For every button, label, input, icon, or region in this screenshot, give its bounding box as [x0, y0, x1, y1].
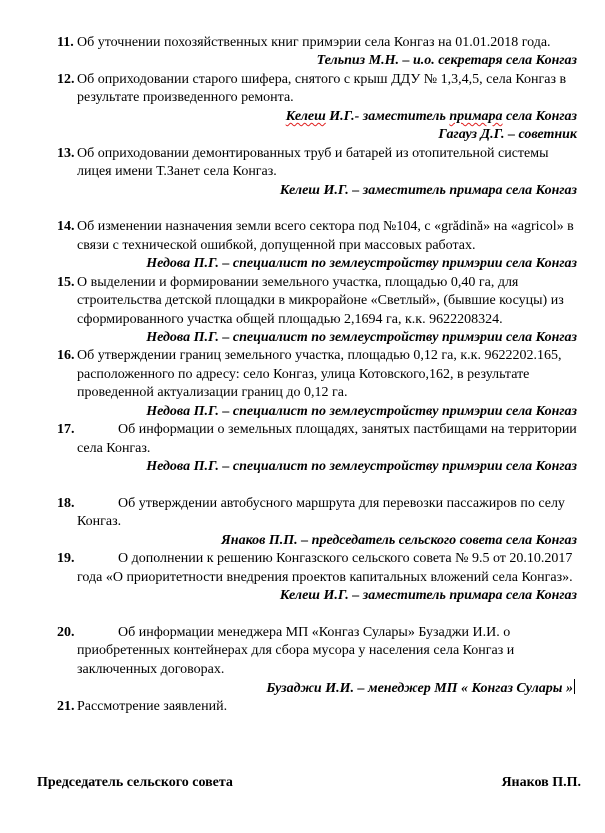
item-text-continued: сформированного участка общей площадью 2,1694 га, к.к. 9622208324.	[77, 311, 503, 327]
agenda-item-15	[57, 274, 577, 292]
signature-footer	[37, 775, 581, 793]
item-text-continued: года «О приоритетности внедрения проектов капитальных вложений села Конгаз».	[77, 569, 573, 585]
item-text: Об информации о земельных площадях, занятых пастбищами на территории	[118, 422, 577, 438]
item-signature: Недова П.Г. – специалист по землеустройству примэрии села Конгаз	[146, 403, 577, 419]
agenda-item-20	[57, 624, 577, 642]
item-number: 12.	[57, 71, 75, 87]
agenda-item-18	[57, 495, 577, 513]
item-text: Об утверждении границ земельного участка, площадью 0,12 га, к.к. 9622202.165,	[77, 348, 562, 364]
footer-name: Янаков П.П.	[501, 775, 581, 790]
item-signature: Недова П.Г. – специалист по землеустройству примэрии села Конгаз	[146, 256, 577, 272]
item-text-continued: лицея имени Т.Занет села Конгаз.	[77, 164, 277, 180]
item-text: Об информации менеджера МП «Конгаз Сулары» Бузаджи И.И. о	[118, 625, 511, 640]
item-number: 11.	[57, 35, 74, 50]
item-text: Рассмотрение заявлений.	[77, 698, 228, 714]
item-text-continued: приобретенных контейнерах для сбора мусора у населения села Конгаз и	[77, 643, 515, 659]
blank-line	[57, 606, 577, 624]
item-text-continued: результате произведенного ремонта.	[77, 90, 294, 106]
agenda-item-17	[57, 421, 577, 439]
item-text-continued: села Конгаз.	[77, 440, 151, 456]
agenda-list	[57, 34, 577, 716]
agenda-item-13	[57, 145, 577, 163]
item-number: 15.	[57, 274, 75, 290]
agenda-item-19	[57, 550, 577, 568]
item-signature: Келеш И.Г.- заместитель примара села Конгаз	[285, 108, 577, 124]
item-signature: Тельпиз М.Н. – и.о. секретаря села Конгаз	[316, 53, 577, 69]
item-text-continued: связи с технической ошибкой, допущенной при массовых работах.	[77, 237, 476, 253]
spell-flag: Келеш	[285, 108, 326, 124]
item-number: 21.	[57, 698, 75, 714]
item-text: О выделении и формировании земельного участка, площадью 0,40 га, для	[77, 274, 519, 290]
footer-title: Председатель сельского совета	[37, 775, 233, 790]
item-number: 20.	[57, 625, 75, 640]
item-signature: Янаков П.П. – председатель сельского совета села Конгаз	[221, 532, 577, 548]
item-signature: Недова П.Г. – специалист по землеустройству примэрии села Конгаз	[146, 330, 577, 345]
item-signature	[57, 679, 577, 697]
item-text-continued: строительства детской площадки в микрорайоне «Светлый», (бывшие косуцы) из	[77, 293, 564, 309]
item-number: 19.	[57, 551, 75, 567]
blank-line	[57, 200, 577, 218]
text-cursor	[574, 679, 575, 694]
spell-flag: примара	[449, 108, 503, 124]
item-text-continued: Конгаз.	[77, 514, 122, 530]
agenda-item-14	[57, 218, 577, 236]
agenda-item-21	[57, 698, 577, 716]
item-number: 14.	[57, 219, 75, 235]
item-text: О дополнении к решению Конгазского сельского совета № 9.5 от 20.10.2017	[118, 551, 573, 567]
item-signature: Келеш И.Г. – заместитель примара села Конгаз	[279, 588, 577, 604]
agenda-item-12	[57, 71, 577, 89]
item-text: Об изменении назначения земли всего сектора под №104, с «grădină» на «agricol» в	[77, 219, 574, 235]
item-text-continued: заключенных договорах.	[77, 661, 225, 677]
item-signature: Гагауз Д.Г. – советник	[438, 127, 577, 143]
item-signature: Недова П.Г. – специалист по землеустройству примэрии села Конгаз	[146, 459, 577, 475]
item-text: Об утверждении автобусного маршрута для перевозки пассажиров по селу	[118, 495, 565, 511]
blank-line	[57, 477, 577, 495]
item-text-continued: расположенного по адресу: село Конгаз, улица Котовского,162, в результате	[77, 366, 530, 382]
item-text-continued: проведенной актуализации границ до 0,12 га.	[77, 385, 348, 401]
item-text: Об оприходовании демонтированных труб и батарей из отопительной системы	[77, 145, 549, 161]
agenda-item-16	[57, 347, 577, 365]
item-signature: Келеш И.Г. – заместитель примара села Конгаз	[279, 182, 577, 198]
agenda-item-11	[57, 34, 577, 52]
item-text: Об уточнении похозяйственных книг примэрии села Конгаз на 01.01.2018 года.	[77, 35, 551, 50]
item-number: 13.	[57, 145, 75, 161]
item-text: Об оприходовании старого шифера, снятого с крыш ДДУ № 1,3,4,5, села Конгаз в	[77, 71, 567, 87]
item-number: 16.	[57, 348, 75, 364]
signature-text: Бузаджи И.И. – менеджер МП « Конгаз Сулары »	[266, 681, 573, 697]
item-number: 17.	[57, 422, 75, 438]
item-number: 18.	[57, 495, 75, 511]
